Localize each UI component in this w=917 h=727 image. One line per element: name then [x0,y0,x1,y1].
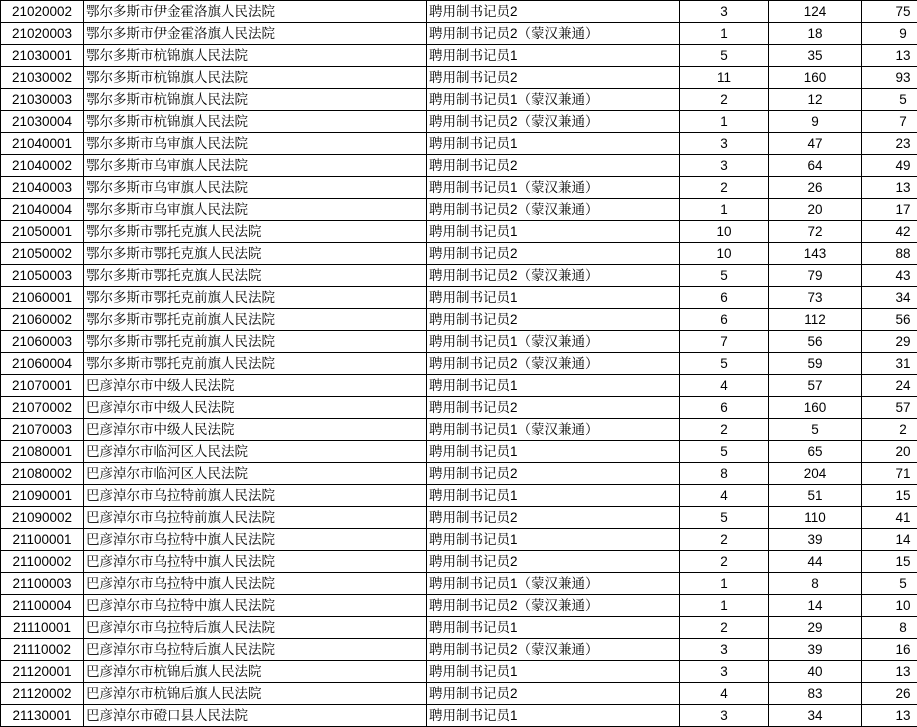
cell-code: 21030002 [1,67,84,89]
cell-unit: 鄂尔多斯市鄂托克前旗人民法院 [84,287,427,309]
table-row [1,243,917,265]
cell-unit: 鄂尔多斯市杭锦旗人民法院 [84,89,427,111]
cell-plan: 6 [680,309,769,331]
cell-pass: 15 [862,551,917,573]
cell-post: 聘用制书记员1 [427,485,680,507]
cell-post: 聘用制书记员2 [427,1,680,23]
cell-code: 21020002 [1,1,84,23]
cell-post: 聘用制书记员2（蒙汉兼通） [427,199,680,221]
cell-unit: 巴彦淖尔市乌拉特后旗人民法院 [84,617,427,639]
cell-post: 聘用制书记员2 [427,551,680,573]
cell-post: 聘用制书记员2 [427,507,680,529]
cell-code: 21020003 [1,23,84,45]
cell-plan: 1 [680,573,769,595]
cell-unit: 巴彦淖尔市杭锦后旗人民法院 [84,683,427,705]
cell-pass: 16 [862,639,917,661]
cell-code: 21110001 [1,617,84,639]
table-row [1,177,917,199]
table-row [1,89,917,111]
cell-code: 21080001 [1,441,84,463]
cell-plan: 5 [680,441,769,463]
cell-plan: 2 [680,617,769,639]
cell-plan: 10 [680,221,769,243]
cell-plan: 4 [680,375,769,397]
cell-unit: 鄂尔多斯市伊金霍洛旗人民法院 [84,23,427,45]
cell-code: 21070003 [1,419,84,441]
table-row [1,111,917,133]
table-row [1,595,917,617]
cell-unit: 巴彦淖尔市乌拉特中旗人民法院 [84,529,427,551]
cell-signup: 110 [769,507,862,529]
table-row [1,397,917,419]
table-row [1,67,917,89]
cell-signup: 51 [769,485,862,507]
cell-code: 21050002 [1,243,84,265]
cell-pass: 42 [862,221,917,243]
cell-code: 21130001 [1,705,84,727]
cell-code: 21110002 [1,639,84,661]
cell-unit: 鄂尔多斯市鄂托克旗人民法院 [84,221,427,243]
cell-pass: 34 [862,287,917,309]
cell-pass: 71 [862,463,917,485]
cell-pass: 41 [862,507,917,529]
cell-post: 聘用制书记员2（蒙汉兼通） [427,265,680,287]
cell-unit: 巴彦淖尔市中级人民法院 [84,419,427,441]
cell-signup: 35 [769,45,862,67]
cell-unit: 巴彦淖尔市中级人民法院 [84,375,427,397]
cell-post: 聘用制书记员1（蒙汉兼通） [427,331,680,353]
cell-pass: 56 [862,309,917,331]
table-row [1,375,917,397]
cell-post: 聘用制书记员1 [427,529,680,551]
cell-pass: 15 [862,485,917,507]
cell-pass: 13 [862,177,917,199]
cell-code: 21100001 [1,529,84,551]
cell-code: 21070001 [1,375,84,397]
cell-plan: 8 [680,463,769,485]
cell-unit: 巴彦淖尔市磴口县人民法院 [84,705,427,727]
table-body [1,1,917,727]
cell-code: 21030001 [1,45,84,67]
cell-post: 聘用制书记员2 [427,243,680,265]
cell-plan: 2 [680,529,769,551]
cell-post: 聘用制书记员2（蒙汉兼通） [427,111,680,133]
cell-code: 21060002 [1,309,84,331]
cell-pass: 17 [862,199,917,221]
cell-plan: 3 [680,639,769,661]
cell-plan: 7 [680,331,769,353]
cell-code: 21100004 [1,595,84,617]
cell-post: 聘用制书记员1 [427,287,680,309]
cell-unit: 巴彦淖尔市乌拉特中旗人民法院 [84,551,427,573]
cell-post: 聘用制书记员1（蒙汉兼通） [427,573,680,595]
cell-code: 21120002 [1,683,84,705]
cell-code: 21040004 [1,199,84,221]
cell-signup: 143 [769,243,862,265]
cell-plan: 5 [680,45,769,67]
cell-code: 21060003 [1,331,84,353]
cell-code: 21090001 [1,485,84,507]
cell-unit: 巴彦淖尔市乌拉特中旗人民法院 [84,595,427,617]
table-row [1,573,917,595]
cell-code: 21040001 [1,133,84,155]
cell-code: 21080002 [1,463,84,485]
cell-pass: 49 [862,155,917,177]
cell-unit: 巴彦淖尔市杭锦后旗人民法院 [84,661,427,683]
cell-plan: 3 [680,133,769,155]
cell-plan: 2 [680,177,769,199]
cell-code: 21120001 [1,661,84,683]
cell-signup: 9 [769,111,862,133]
cell-post: 聘用制书记员2（蒙汉兼通） [427,23,680,45]
cell-plan: 2 [680,551,769,573]
cell-signup: 44 [769,551,862,573]
cell-code: 21060001 [1,287,84,309]
table-row [1,661,917,683]
cell-code: 21060004 [1,353,84,375]
cell-post: 聘用制书记员1（蒙汉兼通） [427,177,680,199]
table-row [1,441,917,463]
cell-unit: 鄂尔多斯市伊金霍洛旗人民法院 [84,1,427,23]
table-row [1,331,917,353]
cell-pass: 29 [862,331,917,353]
cell-pass: 13 [862,661,917,683]
cell-plan: 1 [680,111,769,133]
cell-plan: 3 [680,705,769,727]
cell-unit: 鄂尔多斯市鄂托克前旗人民法院 [84,353,427,375]
cell-signup: 57 [769,375,862,397]
cell-code: 21050001 [1,221,84,243]
cell-post: 聘用制书记员1 [427,661,680,683]
cell-code: 21050003 [1,265,84,287]
cell-plan: 6 [680,287,769,309]
cell-signup: 59 [769,353,862,375]
cell-unit: 巴彦淖尔市临河区人民法院 [84,463,427,485]
cell-pass: 13 [862,705,917,727]
cell-plan: 1 [680,199,769,221]
cell-unit: 巴彦淖尔市乌拉特前旗人民法院 [84,507,427,529]
cell-post: 聘用制书记员2 [427,309,680,331]
cell-signup: 14 [769,595,862,617]
cell-unit: 巴彦淖尔市乌拉特中旗人民法院 [84,573,427,595]
cell-post: 聘用制书记员1 [427,617,680,639]
cell-plan: 3 [680,661,769,683]
table-row [1,265,917,287]
cell-plan: 4 [680,485,769,507]
cell-plan: 2 [680,89,769,111]
cell-signup: 65 [769,441,862,463]
cell-plan: 5 [680,265,769,287]
table-row [1,45,917,67]
cell-post: 聘用制书记员1 [427,45,680,67]
cell-code: 21030003 [1,89,84,111]
table-row [1,683,917,705]
cell-signup: 204 [769,463,862,485]
cell-unit: 鄂尔多斯市鄂托克旗人民法院 [84,243,427,265]
table-row [1,353,917,375]
cell-plan: 11 [680,67,769,89]
cell-signup: 39 [769,639,862,661]
cell-signup: 8 [769,573,862,595]
cell-pass: 5 [862,573,917,595]
cell-pass: 26 [862,683,917,705]
cell-plan: 3 [680,1,769,23]
cell-unit: 巴彦淖尔市临河区人民法院 [84,441,427,463]
cell-signup: 39 [769,529,862,551]
cell-pass: 2 [862,419,917,441]
cell-unit: 巴彦淖尔市乌拉特后旗人民法院 [84,639,427,661]
cell-unit: 鄂尔多斯市乌审旗人民法院 [84,155,427,177]
table-row [1,155,917,177]
table-row [1,463,917,485]
cell-signup: 47 [769,133,862,155]
table-row [1,419,917,441]
cell-unit: 鄂尔多斯市乌审旗人民法院 [84,133,427,155]
cell-post: 聘用制书记员2（蒙汉兼通） [427,595,680,617]
cell-signup: 26 [769,177,862,199]
table-row [1,287,917,309]
cell-pass: 23 [862,133,917,155]
table-row [1,309,917,331]
cell-signup: 124 [769,1,862,23]
cell-post: 聘用制书记员1 [427,375,680,397]
cell-unit: 鄂尔多斯市杭锦旗人民法院 [84,45,427,67]
cell-unit: 巴彦淖尔市中级人民法院 [84,397,427,419]
cell-signup: 29 [769,617,862,639]
cell-pass: 9 [862,23,917,45]
cell-post: 聘用制书记员2 [427,683,680,705]
cell-signup: 12 [769,89,862,111]
cell-signup: 112 [769,309,862,331]
cell-plan: 3 [680,155,769,177]
cell-post: 聘用制书记员2 [427,155,680,177]
table-row [1,23,917,45]
cell-code: 21090002 [1,507,84,529]
table-row [1,529,917,551]
cell-signup: 5 [769,419,862,441]
cell-unit: 鄂尔多斯市杭锦旗人民法院 [84,111,427,133]
table-row [1,617,917,639]
cell-plan: 6 [680,397,769,419]
cell-unit: 鄂尔多斯市杭锦旗人民法院 [84,67,427,89]
cell-signup: 79 [769,265,862,287]
cell-pass: 7 [862,111,917,133]
cell-signup: 64 [769,155,862,177]
cell-pass: 75 [862,1,917,23]
cell-post: 聘用制书记员2 [427,397,680,419]
cell-signup: 73 [769,287,862,309]
cell-code: 21030004 [1,111,84,133]
cell-plan: 5 [680,507,769,529]
table-row [1,507,917,529]
cell-signup: 56 [769,331,862,353]
cell-signup: 160 [769,67,862,89]
cell-pass: 43 [862,265,917,287]
cell-signup: 20 [769,199,862,221]
cell-pass: 5 [862,89,917,111]
cell-pass: 93 [862,67,917,89]
cell-post: 聘用制书记员2 [427,67,680,89]
cell-pass: 88 [862,243,917,265]
cell-post: 聘用制书记员2（蒙汉兼通） [427,353,680,375]
cell-post: 聘用制书记员2 [427,463,680,485]
cell-unit: 巴彦淖尔市乌拉特前旗人民法院 [84,485,427,507]
cell-signup: 72 [769,221,862,243]
cell-post: 聘用制书记员1 [427,133,680,155]
cell-code: 21070002 [1,397,84,419]
cell-unit: 鄂尔多斯市鄂托克前旗人民法院 [84,309,427,331]
cell-pass: 31 [862,353,917,375]
cell-plan: 5 [680,353,769,375]
cell-signup: 160 [769,397,862,419]
cell-pass: 14 [862,529,917,551]
cell-code: 21100002 [1,551,84,573]
cell-post: 聘用制书记员2（蒙汉兼通） [427,639,680,661]
cell-pass: 57 [862,397,917,419]
table-row [1,199,917,221]
cell-post: 聘用制书记员1 [427,221,680,243]
table-row [1,133,917,155]
cell-plan: 2 [680,419,769,441]
cell-post: 聘用制书记员1 [427,441,680,463]
cell-code: 21100003 [1,573,84,595]
cell-post: 聘用制书记员1（蒙汉兼通） [427,419,680,441]
table-row [1,639,917,661]
cell-pass: 13 [862,45,917,67]
cell-plan: 1 [680,23,769,45]
cell-unit: 鄂尔多斯市乌审旗人民法院 [84,177,427,199]
cell-pass: 24 [862,375,917,397]
cell-unit: 鄂尔多斯市鄂托克旗人民法院 [84,265,427,287]
table-row [1,1,917,23]
cell-signup: 34 [769,705,862,727]
cell-pass: 10 [862,595,917,617]
cell-unit: 鄂尔多斯市鄂托克前旗人民法院 [84,331,427,353]
cell-signup: 18 [769,23,862,45]
cell-pass: 20 [862,441,917,463]
cell-post: 聘用制书记员1 [427,705,680,727]
cell-post: 聘用制书记员1（蒙汉兼通） [427,89,680,111]
cell-pass: 8 [862,617,917,639]
table-row [1,485,917,507]
table-row [1,221,917,243]
cell-signup: 40 [769,661,862,683]
cell-signup: 83 [769,683,862,705]
cell-code: 21040003 [1,177,84,199]
cell-plan: 1 [680,595,769,617]
cell-plan: 10 [680,243,769,265]
cell-unit: 鄂尔多斯市乌审旗人民法院 [84,199,427,221]
table-row [1,705,917,727]
cell-code: 21040002 [1,155,84,177]
table-row [1,551,917,573]
cell-plan: 4 [680,683,769,705]
